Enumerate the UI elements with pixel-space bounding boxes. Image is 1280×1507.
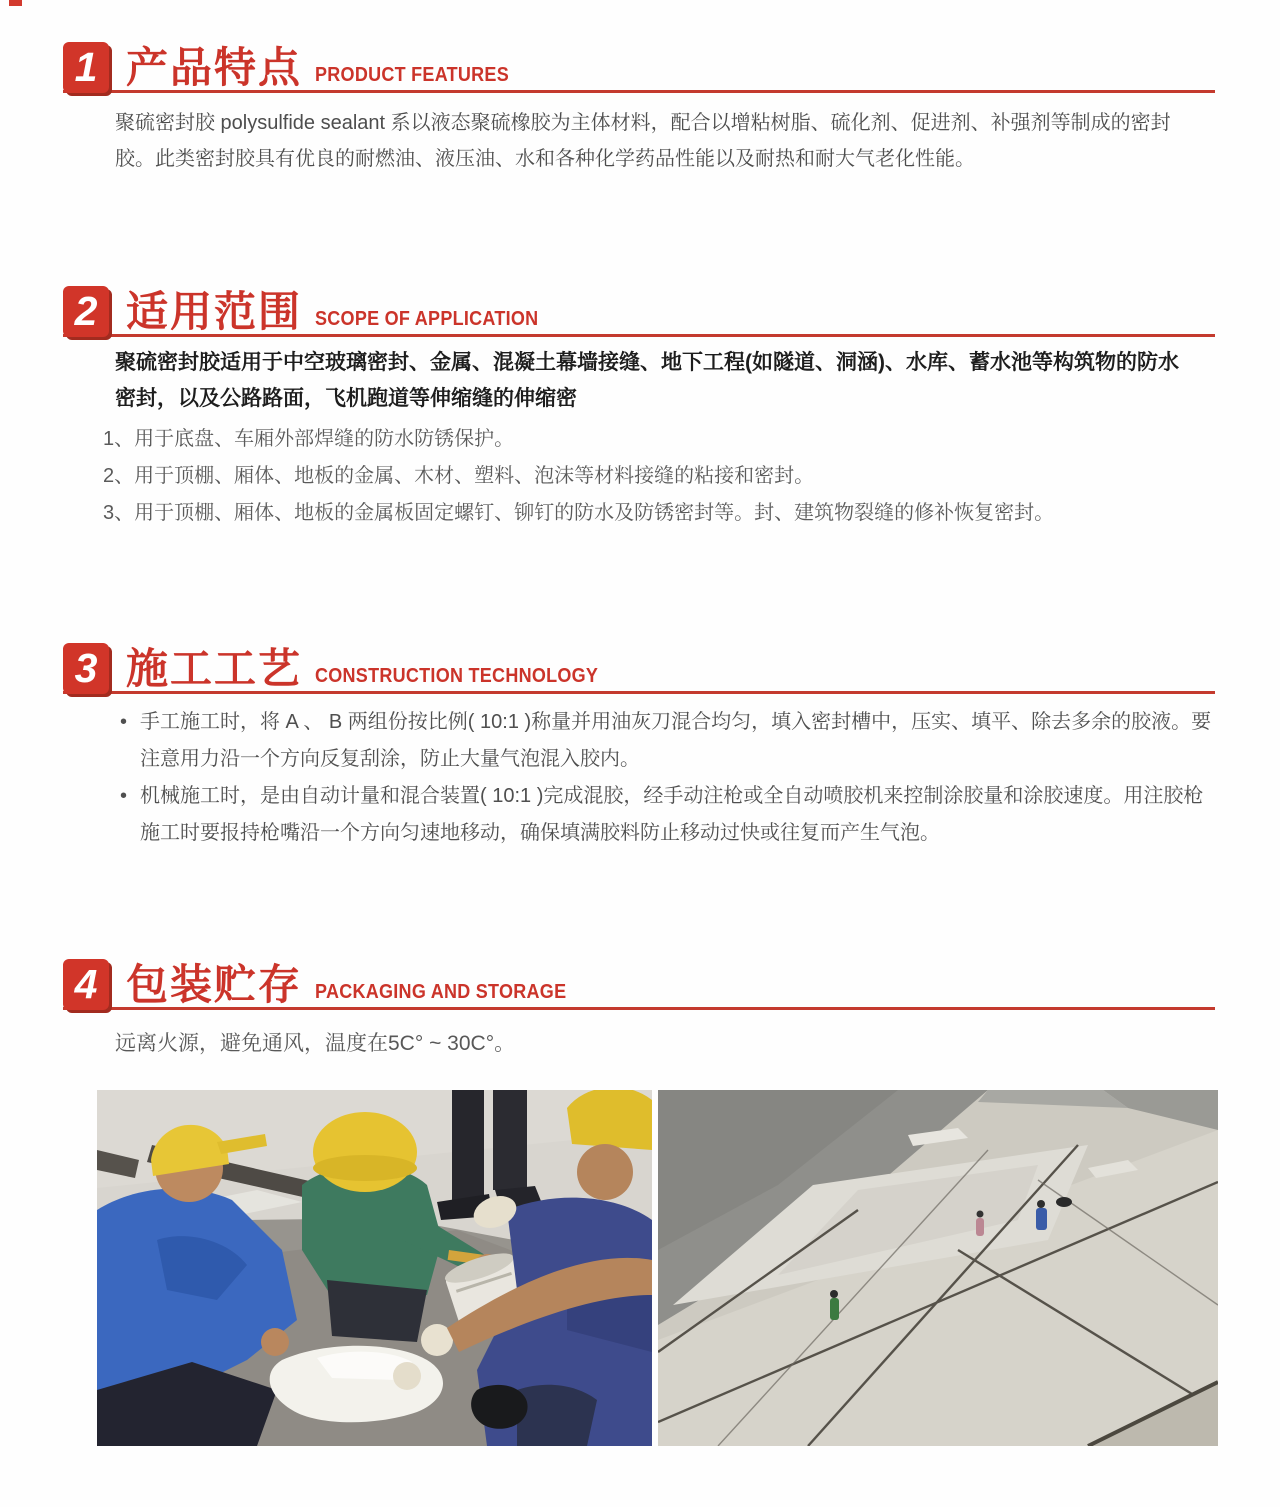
scope-lead-paragraph: 聚硫密封胶适用于中空玻璃密封、金属、混凝土幕墙接缝、地下工程(如隧道、洞涵)、水库、蓄水池等构筑物的防水密封，以及公路路面，飞机跑道等伸缩缝的伸缩密 bbox=[115, 351, 1179, 410]
section-title-zh: 产品特点 bbox=[126, 44, 303, 91]
section-1-header bbox=[63, 36, 1215, 93]
list-item bbox=[120, 778, 1220, 852]
section-title-en: CONSTRUCTION TECHNOLOGY bbox=[315, 665, 599, 687]
list-item: 2、用于顶棚、厢体、地板的金属、木材、塑料、泡沫等材料接缝的粘接和密封。 bbox=[103, 465, 815, 487]
photo-row bbox=[97, 1090, 1218, 1446]
corner-mark bbox=[9, 0, 22, 6]
list-item: 3、用于顶棚、厢体、地板的金属板固定螺钉、铆钉的防水及防锈密封等。封、建筑物裂缝的修补恢复密封。 bbox=[103, 502, 1055, 524]
section-number-badge: 1 bbox=[63, 42, 109, 93]
section-number-badge: 3 bbox=[63, 643, 109, 694]
section-title-en: PACKAGING AND STORAGE bbox=[315, 981, 567, 1003]
list-item bbox=[120, 704, 1220, 778]
section-number-badge: 2 bbox=[63, 286, 109, 337]
section-scope-of-application bbox=[0, 280, 1280, 530]
section-title-en: PRODUCT FEATURES bbox=[315, 64, 510, 86]
construction-steps-list bbox=[120, 704, 1220, 852]
section-construction-technology bbox=[0, 637, 1280, 852]
section-title-en: SCOPE OF APPLICATION bbox=[315, 308, 539, 330]
step-text: 手工施工时，将 A 、 B 两组份按比例( 10:1 )称量并用油灰刀混合均匀，填入密封槽中，压实、填平、除去多余的胶液。要注意用力沿一个方向反复刮涂，防止大量气泡混入胶内。 bbox=[140, 711, 1212, 770]
section-product-features bbox=[0, 36, 1280, 177]
product-features-paragraph: 聚硫密封胶 polysulfide sealant 系以液态聚硫橡胶为主体材料，配合以增粘树脂、硫化剂、促进剂、补强剂等制成的密封胶。此类密封胶具有优良的耐燃油、液压油、水和各种化学药品性能以及耐热和耐大气老化性能。 bbox=[115, 112, 1171, 170]
section-2-header bbox=[63, 280, 1215, 337]
section-number-badge: 4 bbox=[63, 959, 109, 1010]
application-list bbox=[103, 423, 1188, 530]
step-text: 机械施工时，是由自动计量和混合装置( 10:1 )完成混胶，经手动注枪或全自动喷胶机来控制涂胶量和涂胶速度。用注胶枪施工时要报持枪嘴沿一个方向匀速地移动，确保填满胶料防止移动过快或往复而产生气泡。 bbox=[140, 785, 1204, 844]
section-3-header bbox=[63, 637, 1215, 694]
section-title-zh: 适用范围 bbox=[126, 288, 303, 335]
section-title-zh: 包装贮存 bbox=[126, 961, 303, 1008]
section-title-zh: 施工工艺 bbox=[126, 645, 303, 692]
section-packaging-and-storage bbox=[0, 953, 1280, 1062]
list-item: 1、用于底盘、车厢外部焊缝的防水防锈保护。 bbox=[103, 428, 515, 450]
photo-concrete-slope-joints bbox=[658, 1090, 1218, 1446]
photo-workers-mixing-sealant bbox=[97, 1090, 652, 1446]
bullet-icon: • bbox=[120, 711, 128, 733]
storage-paragraph: 远离火源，避免通风，温度在5C° ~ 30C°。 bbox=[115, 1032, 516, 1055]
bullet-icon: • bbox=[120, 785, 128, 807]
section-4-header bbox=[63, 953, 1215, 1010]
